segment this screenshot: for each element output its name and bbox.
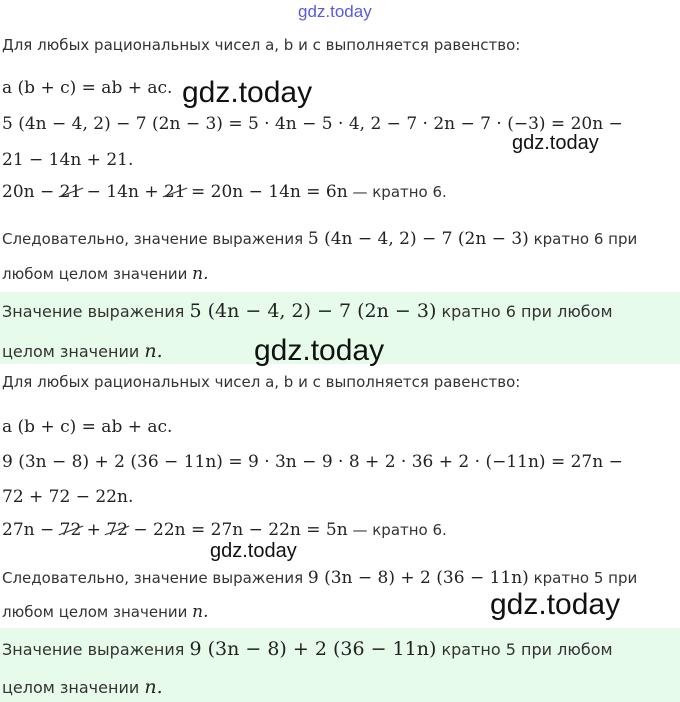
identity-formula-2: a (b + c) = ab + ac. xyxy=(2,417,173,437)
watermark-1: gdz.today xyxy=(182,76,313,109)
answer-line-2b xyxy=(2,676,163,698)
expansion-line-4: 72 + 72 − 22n. xyxy=(2,487,134,507)
cancelled-term: 72 xyxy=(106,520,128,540)
expansion-line-2: 21 − 14n + 21. xyxy=(2,150,134,170)
answer-expression: 5 (4n − 4, 2) − 7 (2n − 3) xyxy=(189,300,437,322)
conclusion-expression: 5 (4n − 4, 2) − 7 (2n − 3) xyxy=(307,229,529,249)
divisibility-note: — кратно 6. xyxy=(347,521,447,539)
identity-formula-1: a (b + c) = ab + ac. xyxy=(2,78,173,98)
simplification-line-2 xyxy=(2,520,447,540)
variable-n: n. xyxy=(192,264,209,284)
simplification-part: 20n − xyxy=(2,182,60,202)
simplification-part: = 20n − 14n = 6n xyxy=(185,182,348,202)
conclusion-line-2a xyxy=(2,568,637,588)
intro-text-2: Для любых рациональных чисел a, b и c выполняется равенство: xyxy=(2,373,521,391)
answer-line-1b xyxy=(2,340,163,362)
conclusion-text: любом целом значении xyxy=(2,265,193,283)
simplification-part: + xyxy=(81,520,107,540)
answer-text: кратно 5 при любом xyxy=(436,640,613,659)
variable-n: n. xyxy=(192,602,209,622)
expansion-line-1: 5 (4n − 4, 2) − 7 (2n − 3) = 5 · 4n − 5 · 4, 2 − 7 · 2n − 7 · (−3) = 20n − xyxy=(2,114,623,134)
conclusion-text: Следовательно, значение выражения xyxy=(2,569,308,587)
watermark-3: gdz.today xyxy=(254,334,385,367)
answer-text: целом значении xyxy=(2,678,145,697)
conclusion-text: кратно 5 при xyxy=(528,569,638,587)
simplification-part: 27n − xyxy=(2,520,60,540)
variable-n: n. xyxy=(144,676,163,698)
answer-text: целом значении xyxy=(2,342,145,361)
answer-expression: 9 (3n − 8) + 2 (36 − 11n) xyxy=(189,638,437,660)
expansion-line-3: 9 (3n − 8) + 2 (36 − 11n) = 9 · 3n − 9 · 8 + 2 · 36 + 2 · (−11n) = 27n − xyxy=(2,452,623,472)
conclusion-text: любом целом значении xyxy=(2,603,193,621)
cancelled-term: 21 xyxy=(163,182,186,202)
answer-line-2a xyxy=(2,638,613,660)
answer-text: Значение выражения xyxy=(2,302,190,321)
cancelled-term: 21 xyxy=(59,182,82,202)
intro-text-1: Для любых рациональных чисел a, b и c выполняется равенство: xyxy=(2,36,521,54)
conclusion-expression: 9 (3n − 8) + 2 (36 − 11n) xyxy=(307,568,529,588)
watermark-5: gdz.today xyxy=(490,588,621,621)
watermark-top: gdz.today xyxy=(298,2,372,21)
watermark-2: gdz.today xyxy=(512,132,599,154)
conclusion-text: кратно 6 при xyxy=(528,230,638,248)
variable-n: n. xyxy=(144,340,163,362)
conclusion-line-2b xyxy=(2,602,209,622)
simplification-line-1 xyxy=(2,182,447,202)
simplification-part: − 22n = 27n − 22n = 5n xyxy=(127,520,348,540)
divisibility-note: — кратно 6. xyxy=(347,183,447,201)
conclusion-text: Следовательно, значение выражения xyxy=(2,230,308,248)
watermark-4: gdz.today xyxy=(210,540,297,562)
answer-text: кратно 6 при любом xyxy=(436,302,613,321)
simplification-part: − 14n + xyxy=(81,182,164,202)
conclusion-line-1b xyxy=(2,264,209,284)
answer-text: Значение выражения xyxy=(2,640,190,659)
conclusion-line-1a xyxy=(2,229,637,249)
answer-line-1a xyxy=(2,300,613,322)
cancelled-term: 72 xyxy=(59,520,82,540)
